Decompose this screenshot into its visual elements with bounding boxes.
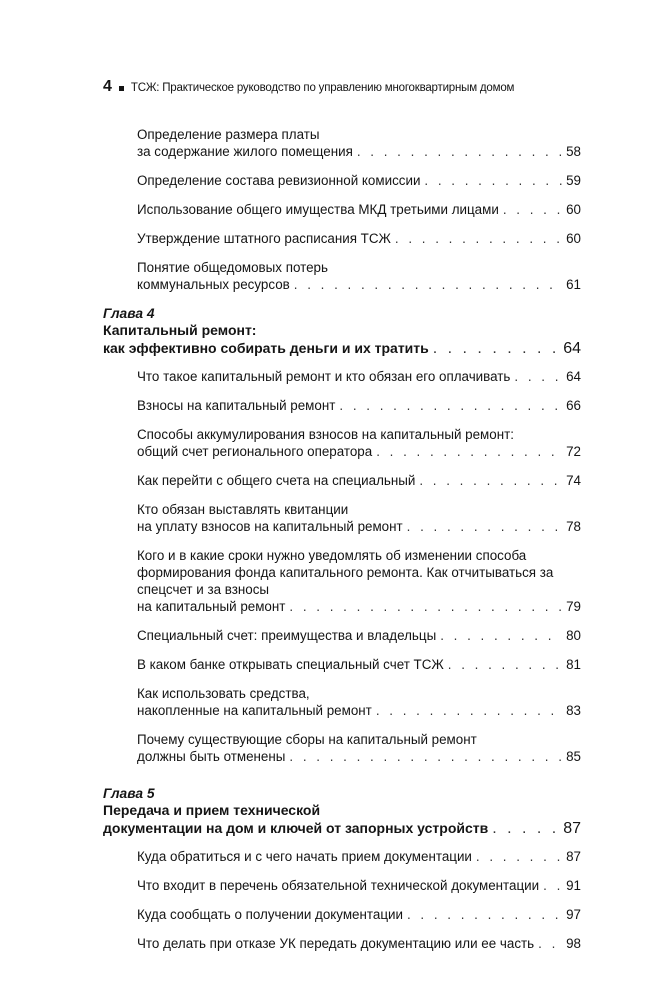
running-header: [103, 78, 583, 96]
toc-entry-leader-line: [137, 935, 581, 952]
page-ref: 87: [566, 849, 581, 864]
dot-leader: [503, 201, 562, 218]
toc-entry-title-line: Как использовать средства,: [137, 686, 310, 701]
toc-entry[interactable]: [103, 877, 581, 894]
bullet-separator: [119, 86, 124, 91]
page-ref: 72: [566, 444, 581, 459]
toc-entry-leader-line: [137, 627, 581, 644]
dot-leader: [433, 340, 559, 358]
page-ref: 61: [566, 277, 581, 292]
toc-entry-leader-line: [137, 848, 581, 865]
dot-leader: [289, 598, 562, 615]
toc-entry-title-line: за содержание жилого помещения: [137, 144, 353, 159]
toc-entry-title-line: Использование общего имущества МКД третьими лицами: [137, 202, 499, 217]
toc-entry-title-line: общий счет регионального оператора: [137, 444, 373, 459]
toc-entry-title-line: Куда сообщать о получении документации: [137, 907, 403, 922]
chapter-label: Глава 5: [103, 786, 155, 801]
dot-leader: [476, 848, 562, 865]
running-title: ТСЖ: Практическое руководство по управлению многоквартирным домом: [130, 82, 515, 94]
toc-entry-title-line: Как перейти с общего счета на специальный: [137, 473, 416, 488]
dot-leader: [395, 230, 562, 247]
toc-entry-title-line: Определение размера платы: [137, 127, 320, 142]
toc-entry-title-line: коммунальных ресурсов: [137, 277, 290, 292]
dot-leader: [419, 472, 562, 489]
chapter-4-entries: [103, 368, 581, 765]
page-ref: 59: [566, 173, 581, 188]
page-ref: 83: [566, 703, 581, 718]
toc-entry-leader-line: [137, 397, 581, 414]
toc-entry-title-line: Определение состава ревизионной комиссии: [137, 173, 421, 188]
toc-entry-title-line: В каком банке открывать специальный счет ТСЖ: [137, 657, 444, 672]
dot-leader: [339, 397, 562, 414]
toc-entry-leader-line: [137, 906, 581, 923]
dot-leader: [357, 143, 562, 160]
toc-entry[interactable]: [103, 472, 581, 489]
chapter-5-heading[interactable]: [103, 785, 581, 838]
toc-entry-leader-line: [137, 702, 581, 719]
toc-entry-title-line: Кого и в какие сроки нужно уведомлять об изменении способа формирования фонда капитального ремонта. Как отчитываться за спецсчет и за взносы: [137, 548, 554, 597]
toc-entry[interactable]: [103, 426, 581, 460]
toc-entry-title-line: Что такое капитальный ремонт и кто обязан его оплачивать: [137, 369, 511, 384]
chapter-4-heading[interactable]: [103, 305, 581, 358]
dot-leader: [424, 172, 562, 189]
toc-entry-leader-line: [137, 201, 581, 218]
dot-leader: [407, 518, 562, 535]
page-ref: 66: [566, 398, 581, 413]
toc-entry[interactable]: [103, 172, 581, 189]
toc-entry[interactable]: [103, 126, 581, 160]
dot-leader: [376, 702, 562, 719]
chapter-title-line: Передача и прием технической: [103, 802, 321, 818]
dot-leader: [492, 820, 559, 838]
toc-entry[interactable]: [103, 848, 581, 865]
toc-entry[interactable]: [103, 547, 581, 615]
page-ref: 78: [566, 519, 581, 534]
toc-entry[interactable]: [103, 935, 581, 952]
chapter-title-leader: [103, 340, 581, 358]
chapter-title-line: документации на дом и ключей от запорных устройств: [103, 820, 489, 836]
toc-entry-title-line: Что делать при отказе УК передать документацию или ее часть: [137, 936, 535, 951]
dot-leader: [407, 906, 562, 923]
chapter-5-entries: [103, 848, 581, 952]
toc-entry-leader-line: [137, 172, 581, 189]
dot-leader: [448, 656, 562, 673]
toc-entry-title-line: Способы аккумулирования взносов на капитальный ремонт:: [137, 427, 514, 442]
dot-leader: [294, 276, 562, 293]
toc-entry-leader-line: [137, 143, 581, 160]
chapter-title-line: Капитальный ремонт:: [103, 322, 257, 338]
toc-entry-leader-line: [137, 443, 581, 460]
toc-entry-leader-line: [137, 877, 581, 894]
table-of-contents: [103, 126, 581, 964]
dot-leader: [376, 443, 562, 460]
page-ref: 79: [566, 599, 581, 614]
page-ref: 91: [566, 878, 581, 893]
toc-entry-title-line: на уплату взносов на капитальный ремонт: [137, 519, 403, 534]
toc-entry[interactable]: [103, 656, 581, 673]
toc-entry-title-line: накопленные на капитальный ремонт: [137, 703, 372, 718]
page-ref: 60: [566, 202, 581, 217]
intro-section: [103, 126, 581, 293]
page-ref: 81: [566, 657, 581, 672]
toc-entry-leader-line: [137, 368, 581, 385]
toc-entry[interactable]: [103, 906, 581, 923]
toc-entry-leader-line: [137, 472, 581, 489]
chapter-title-leader: [103, 820, 581, 838]
page-ref: 87: [563, 820, 581, 837]
toc-entry-title-line: Специальный счет: преимущества и владельцы: [137, 628, 437, 643]
toc-entry[interactable]: [103, 627, 581, 644]
toc-entry-title-line: Взносы на капитальный ремонт: [137, 398, 336, 413]
dot-leader: [514, 368, 562, 385]
toc-entry[interactable]: [103, 501, 581, 535]
toc-entry-leader-line: [137, 748, 581, 765]
toc-entry-leader-line: [137, 276, 581, 293]
page-ref: 64: [563, 340, 581, 357]
page-ref: 74: [566, 473, 581, 488]
page-ref: 85: [566, 749, 581, 764]
toc-entry-title-line: Кто обязан выставлять квитанции: [137, 502, 349, 517]
toc-entry-title-line: на капитальный ремонт: [137, 599, 286, 614]
toc-entry-title-line: Что входит в перечень обязательной технической документации: [137, 878, 540, 893]
page-ref: 97: [566, 907, 581, 922]
toc-entry[interactable]: [103, 259, 581, 293]
toc-entry-title-line: должны быть отменены: [137, 749, 286, 764]
toc-entry-leader-line: [137, 656, 581, 673]
page-ref: 80: [566, 628, 581, 643]
toc-entry-leader-line: [137, 598, 581, 615]
toc-entry[interactable]: [103, 230, 581, 247]
toc-entry-title-line: Утверждение штатного расписания ТСЖ: [137, 231, 391, 246]
dot-leader: [538, 935, 562, 952]
toc-entry-leader-line: [137, 230, 581, 247]
page-number: 4: [103, 78, 112, 95]
page-ref: 60: [566, 231, 581, 246]
dot-leader: [289, 748, 562, 765]
toc-entry[interactable]: [103, 731, 581, 765]
page-ref: 98: [566, 936, 581, 951]
dot-leader: [440, 627, 562, 644]
dot-leader: [543, 877, 562, 894]
toc-entry[interactable]: [103, 368, 581, 385]
toc-entry[interactable]: [103, 685, 581, 719]
chapter-title-line: как эффективно собирать деньги и их тратить: [103, 340, 429, 356]
toc-entry[interactable]: [103, 397, 581, 414]
toc-entry-title-line: Понятие общедомовых потерь: [137, 260, 328, 275]
page-ref: 58: [566, 144, 581, 159]
toc-entry-title-line: Почему существующие сборы на капитальный ремонт: [137, 732, 477, 747]
toc-entry[interactable]: [103, 201, 581, 218]
chapter-label: Глава 4: [103, 306, 155, 321]
page-ref: 64: [566, 369, 581, 384]
toc-entry-title-line: Куда обратиться и с чего начать прием документации: [137, 849, 472, 864]
toc-entry-leader-line: [137, 518, 581, 535]
